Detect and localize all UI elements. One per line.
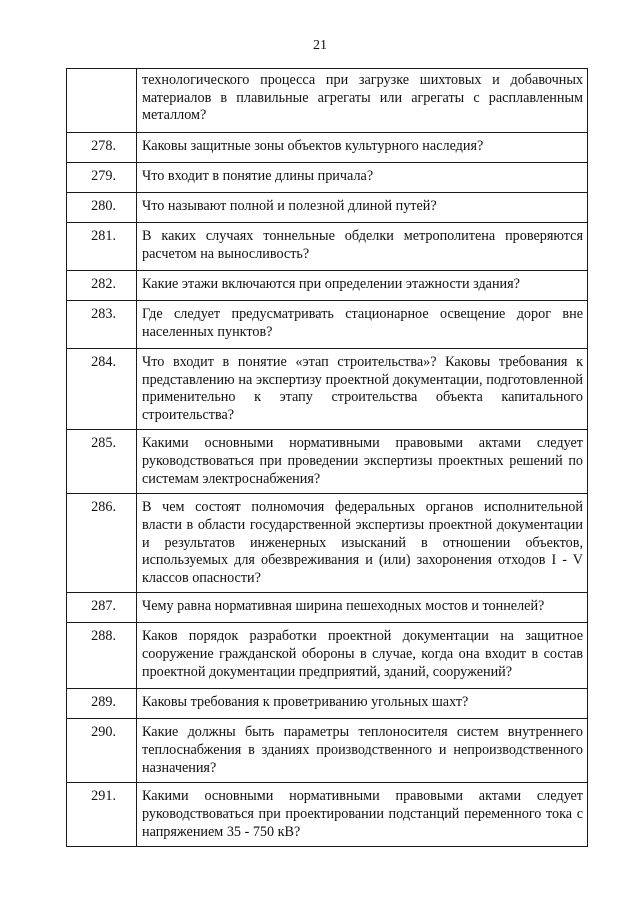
table-row [67,163,588,193]
question-text: Какими основными нормативными правовыми актами следует руководствоваться при проектировании подстанций переменного тока с напряжением 35 - 750 кВ? [137,783,588,847]
table-row [67,301,588,349]
table-row [67,689,588,719]
table-row [67,69,588,133]
question-text: Каковы защитные зоны объектов культурного наследия? [137,133,588,163]
question-text: Какие должны быть параметры теплоносителя систем внутреннего теплоснабжения в зданиях производственного и непроизводственного назначения? [137,719,588,783]
question-text: Где следует предусматривать стационарное освещение дорог вне населенных пунктов? [137,301,588,349]
table-row [67,133,588,163]
question-number: 281. [67,223,137,271]
question-number: 282. [67,271,137,301]
question-text: Какие этажи включаются при определении этажности здания? [137,271,588,301]
question-text: Что входит в понятие «этап строительства»? Каковы требования к представлению на экспертизу проектной документации, подготовленной применительно к этапу строительства объекта капитального строительства? [137,349,588,430]
question-text: Каков порядок разработки проектной документации на защитное сооружение гражданской обороны в случае, когда она входит в состав проектной документации предприятий, зданий, сооружений? [137,623,588,689]
question-number: 286. [67,494,137,593]
question-number: 290. [67,719,137,783]
question-number: 280. [67,193,137,223]
table-row [67,223,588,271]
question-number: 284. [67,349,137,430]
question-number: 291. [67,783,137,847]
questions-table [66,68,588,847]
table-row [67,593,588,623]
page-number: 21 [313,38,327,53]
question-text: Что входит в понятие длины причала? [137,163,588,193]
question-text: В чем состоят полномочия федеральных органов исполнительной власти в области государственной экспертизы проектной документации и результатов инженерных изысканий в отношении объектов, используемых для обезвреживания и (или) захоронения отходов I - V классов опасности? [137,494,588,593]
question-number: 279. [67,163,137,193]
question-text: технологического процесса при загрузке шихтовых и добавочных материалов в плавильные агрегаты или агрегаты с расплавленным металлом? [137,69,588,133]
question-number: 278. [67,133,137,163]
table-row [67,349,588,430]
table-row [67,623,588,689]
table-row [67,430,588,494]
question-text: Чему равна нормативная ширина пешеходных мостов и тоннелей? [137,593,588,623]
question-number: 287. [67,593,137,623]
table-row [67,494,588,593]
question-text: В каких случаях тоннельные обделки метрополитена проверяются расчетом на выносливость? [137,223,588,271]
question-number: 288. [67,623,137,689]
question-text: Какими основными нормативными правовыми актами следует руководствоваться при проведении экспертизы проектных решений по системам электроснабжения? [137,430,588,494]
question-number: 283. [67,301,137,349]
table-row [67,783,588,847]
table-row [67,271,588,301]
question-number: 285. [67,430,137,494]
question-text: Каковы требования к проветриванию угольных шахт? [137,689,588,719]
question-number: 289. [67,689,137,719]
table-row [67,719,588,783]
question-text: Что называют полной и полезной длиной путей? [137,193,588,223]
question-number [67,69,137,133]
table-row [67,193,588,223]
